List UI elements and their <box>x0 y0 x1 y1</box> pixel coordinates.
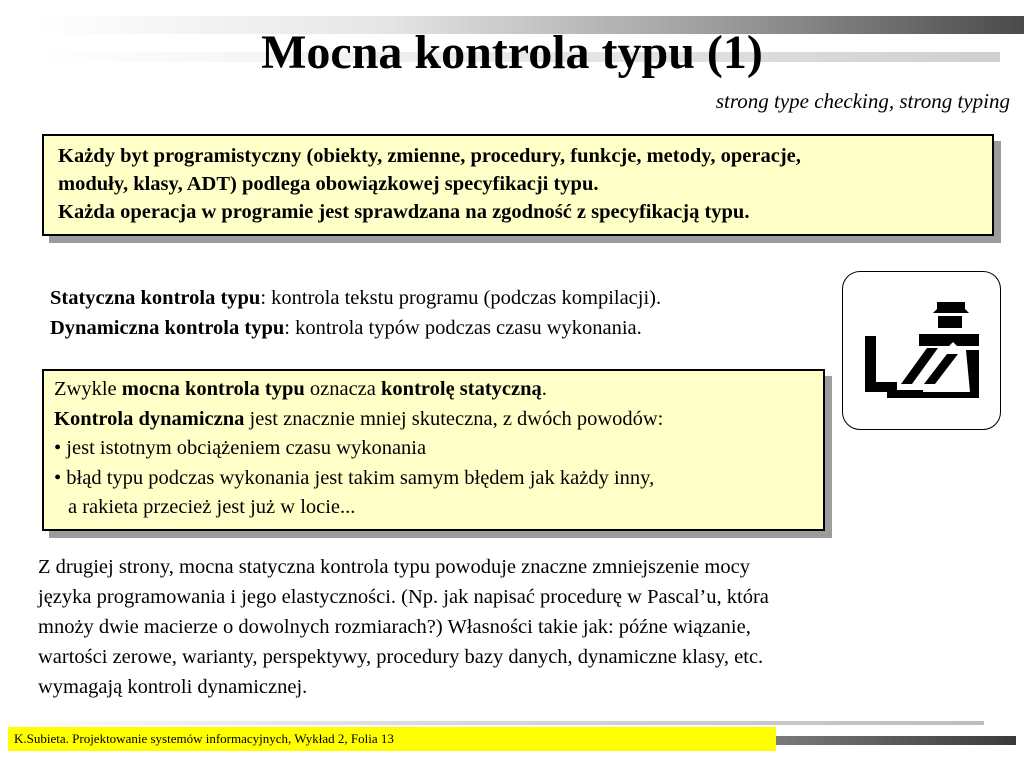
definition-line: Każda operacja w programie jest sprawdzana na zgodność z specyfikacją typu. <box>58 201 750 223</box>
definition-box <box>42 134 994 236</box>
paragraph-line: wymagają kontroli dynamicznej. <box>38 676 308 698</box>
note-emphasis: mocna kontrola typu <box>121 378 305 400</box>
footer-caption: K.Subieta. Projektowanie systemów informacyjnych, Wykład 2, Folia 13 <box>8 727 776 751</box>
bullet-continuation: a rakieta przecież jest już w locie... <box>68 496 356 518</box>
note-text: . <box>541 378 547 400</box>
footer-gradient-bar <box>776 736 1016 745</box>
static-checking-line <box>50 283 661 313</box>
definition-line: moduły, klasy, ADT) podlega obowiązkowej specyfikacji typu. <box>58 173 599 195</box>
note-emphasis: kontrolę statyczną <box>381 378 542 400</box>
paragraph-line: mnoży dwie macierze o dowolnych rozmiarach?) Własności takie jak: późne wiązanie, <box>38 616 751 638</box>
note-text: Zwykle <box>54 378 122 400</box>
checking-kinds <box>50 283 661 343</box>
slide-subtitle: strong type checking, strong typing <box>715 89 1010 113</box>
static-checking-term: Statyczna kontrola typu <box>50 287 261 309</box>
dynamic-checking-line <box>50 313 661 343</box>
note-text: jest znacznie mniej skuteczna, z dwóch powodów: <box>244 407 664 430</box>
paragraph-line: Z drugiej strony, mocna statyczna kontrola typu powoduje znaczne zmniejszenie mocy <box>38 556 750 578</box>
paragraph-line: wartości zerowe, warianty, perspektywy, procedury bazy danych, dynamiczne klasy, etc. <box>38 646 764 668</box>
closing-paragraph <box>38 552 998 702</box>
note-emphasis: Kontrola dynamiczna <box>54 407 245 430</box>
footer-divider <box>8 721 984 725</box>
definition-line: Każdy byt programistyczny (obiekty, zmienne, procedury, funkcje, metody, operacje, <box>58 145 801 167</box>
customs-officer-icon <box>842 271 1001 430</box>
bullet-item: • błąd typu podczas wykonania jest takim samym błędem jak każdy inny, <box>54 466 655 489</box>
dynamic-checking-term: Dynamiczna kontrola typu <box>50 317 285 339</box>
dynamic-checking-desc: : kontrola typów podczas czasu wykonania. <box>284 317 642 339</box>
slide-title: Mocna kontrola typu (1) <box>261 26 763 79</box>
note-text: oznacza <box>304 378 382 400</box>
note-line-2 <box>54 405 823 435</box>
note-line-1 <box>54 375 823 405</box>
static-checking-desc: : kontrola tekstu programu (podczas kompilacji). <box>260 287 662 309</box>
customs-officer-icon-graphic <box>843 272 1000 429</box>
paragraph-line: języka programowania i jego elastyczności. (Np. jak napisać procedurę w Pascal’u, która <box>38 586 769 608</box>
note-box <box>42 369 825 531</box>
bullet-item: • jest istotnym obciążeniem czasu wykonania <box>54 437 427 459</box>
